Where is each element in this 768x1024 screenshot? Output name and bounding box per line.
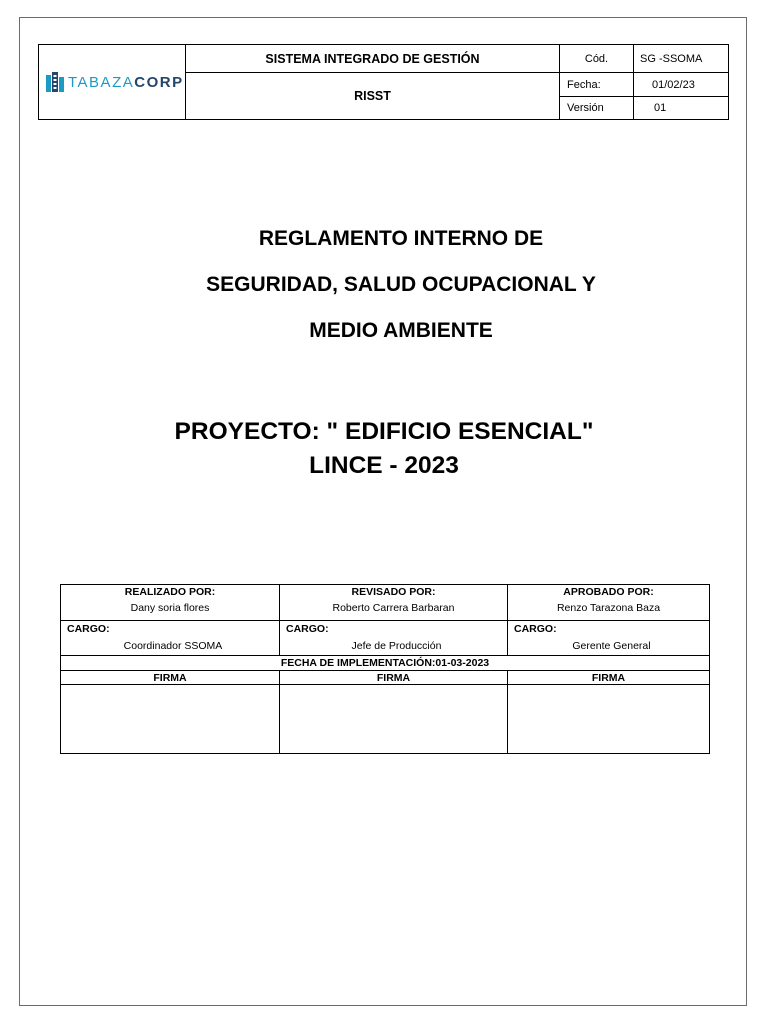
revisado-name: Roberto Carrera Barbaran bbox=[332, 602, 455, 614]
revisado-cell bbox=[280, 585, 508, 621]
cargo-cell-2 bbox=[280, 621, 508, 656]
cargo-label-3: CARGO: bbox=[514, 623, 557, 635]
firma-label-1: FIRMA bbox=[61, 671, 280, 685]
project-title-line-2: LINCE - 2023 bbox=[309, 452, 459, 479]
main-title-line-1: REGLAMENTO INTERNO DE bbox=[258, 227, 544, 250]
doc-title: RISST bbox=[186, 73, 560, 120]
aprobado-name: Renzo Tarazona Baza bbox=[556, 602, 661, 614]
logo-text: TABAZACORP bbox=[68, 73, 184, 91]
main-title-line-2: SEGURIDAD, SALUD OCUPACIONAL Y bbox=[206, 273, 596, 296]
realizado-cell bbox=[61, 585, 280, 621]
implementation-date: FECHA DE IMPLEMENTACIÓN:01-03-2023 bbox=[61, 656, 710, 671]
firma-label-2: FIRMA bbox=[280, 671, 508, 685]
realizado-name: Dany soria flores bbox=[130, 602, 210, 614]
signature-box-1[interactable] bbox=[61, 685, 280, 754]
aprobado-label: APROBADO POR: bbox=[563, 586, 654, 598]
logo-cell bbox=[39, 45, 186, 120]
code-label: Cód. bbox=[560, 45, 634, 73]
signature-box-3[interactable] bbox=[508, 685, 710, 754]
aprobado-cell bbox=[508, 585, 710, 621]
code-value: SG -SSOMA bbox=[634, 45, 729, 73]
date-label: Fecha: bbox=[560, 73, 634, 97]
cargo-value-2: Jefe de Producción bbox=[351, 640, 442, 652]
realizado-label: REALIZADO POR: bbox=[124, 586, 216, 598]
firma-label-3: FIRMA bbox=[508, 671, 710, 685]
signature-box-2[interactable] bbox=[280, 685, 508, 754]
main-title-line-3: MEDIO AMBIENTE bbox=[309, 319, 493, 342]
cargo-cell-1 bbox=[61, 621, 280, 656]
system-title: SISTEMA INTEGRADO DE GESTIÓN bbox=[186, 45, 560, 73]
building-icon bbox=[45, 71, 65, 93]
version-label: Versión bbox=[560, 97, 634, 120]
date-value: 01/02/23 bbox=[634, 73, 729, 97]
approval-table bbox=[60, 584, 710, 754]
cargo-value-1: Coordinador SSOMA bbox=[123, 640, 223, 652]
cargo-label-1: CARGO: bbox=[67, 623, 110, 635]
cargo-value-3: Gerente General bbox=[572, 640, 651, 652]
version-value: 01 bbox=[634, 97, 729, 120]
company-logo bbox=[39, 71, 185, 93]
cargo-label-2: CARGO: bbox=[286, 623, 329, 635]
revisado-label: REVISADO POR: bbox=[351, 586, 436, 598]
project-title-line-1: PROYECTO: " EDIFICIO ESENCIAL" bbox=[174, 418, 594, 445]
cargo-cell-3 bbox=[508, 621, 710, 656]
document-header-table bbox=[38, 44, 729, 120]
page-frame bbox=[19, 17, 747, 1006]
